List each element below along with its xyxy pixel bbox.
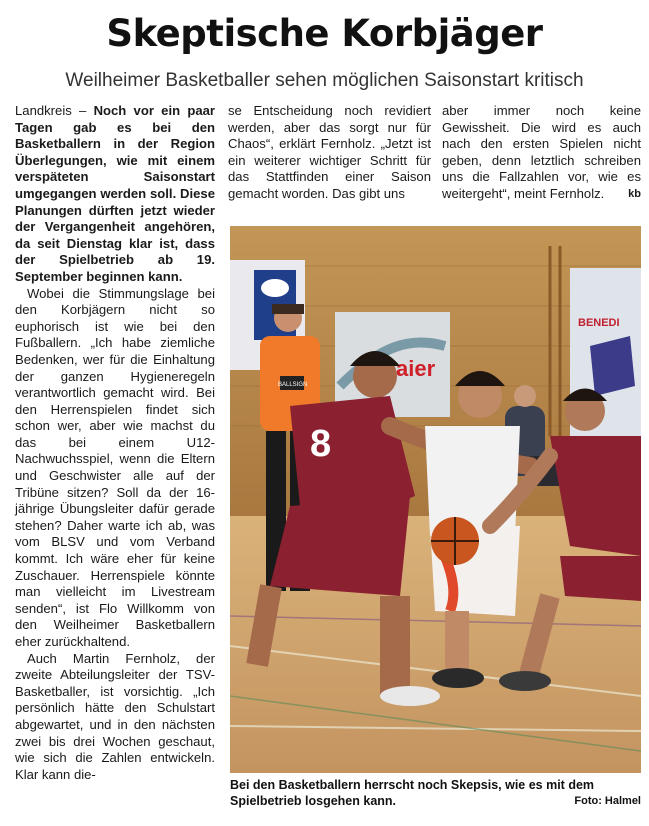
lead-paragraph [15,103,215,286]
article-subheadline: Weilheimer Basketballer sehen möglichen Saisonstart kritisch [65,70,584,91]
banner-right-text: BENEDI [578,317,620,329]
photo-credit: Foto: Halmel [574,794,641,807]
photo-caption [230,778,641,809]
text-column-1 [15,103,215,783]
paragraph: se Entscheidung noch revidiert werden, aber das sorgt nur für Chaos“, erklärt Fernholz. „Jetzt ist ein weiterer wichtiger Schritt für das Stattfinden einer Saison gemacht worden. Das gibt uns [228,103,431,201]
paragraph: Auch Martin Fernholz, der zweite Abteilungsleiter der TSV-Basketballer, ist vorsichtig. „Ich persönlich hätte den Schulstart abgewartet, und in den nächsten zwei bis drei Wochen geschaut, wie sich die Zahlen entwickeln. Klar kann die- [15,650,215,782]
banner-text: aier [396,356,436,381]
paragraph: Wobei die Stimmungslage bei den Korbjägern nicht so euphorisch ist wie bei den Fußballern. „Ich habe ziemliche Bedenken, wer für die Einhaltung der ganzen Hygieneregeln verantwortlich gemacht wird. Bei den Herrenspielen findet sich schon wer, aber wie machst du das bei einem U12-Nachwuchsspiel, wenn die Eltern und Geschwister alle auf der Tribüne sitzen? Soll da der 16-jährige Übungsleiter dafür gerade stehen? Daher warte ich ab, was vom BLSV und vom Verband kommt. Ich wäre eher für keine Zuschauer. Herrenspiele könnte man vielleicht im Livestream senden“, ist Flo Willkomm von den Weilheimer Basketballern eher zurückhaltend. [15,285,215,649]
caption-text: Bei den Basketballern herrscht noch Skepsis, wie es mit dem Spielbetrieb losgehen kann. [230,778,595,808]
text-column-3 [442,103,641,203]
text-column-2 [228,103,431,203]
dateline: Landkreis – [15,103,87,118]
referee-logo-text: BALLSIGN [278,382,308,388]
lead-text: Noch vor ein paar Tagen gab es bei den Basketballern in der Region Überlegungen, wie mit einem verspäteten Saisonstart umgegangen werden soll. Diese Planungen dürften jetzt wieder der Vergangenheit angehören, da seit Dienstag klar ist, dass der Spielbetrieb ab 19. September beginnen kann. [15,103,215,284]
author-initials: kb [628,187,641,200]
paragraph [442,103,641,203]
paragraph-text: aber immer noch keine Gewissheit. Die wird es auch nach den ersten Spielen nicht geben, denn letztlich schreiben uns die Fallzahlen vor, wie es weitergeht“, meint Fernholz. [442,103,641,201]
jersey-number: 8 [310,423,332,465]
article-headline: Skeptische Korbjäger [106,12,543,55]
basketball-photo [230,226,641,773]
